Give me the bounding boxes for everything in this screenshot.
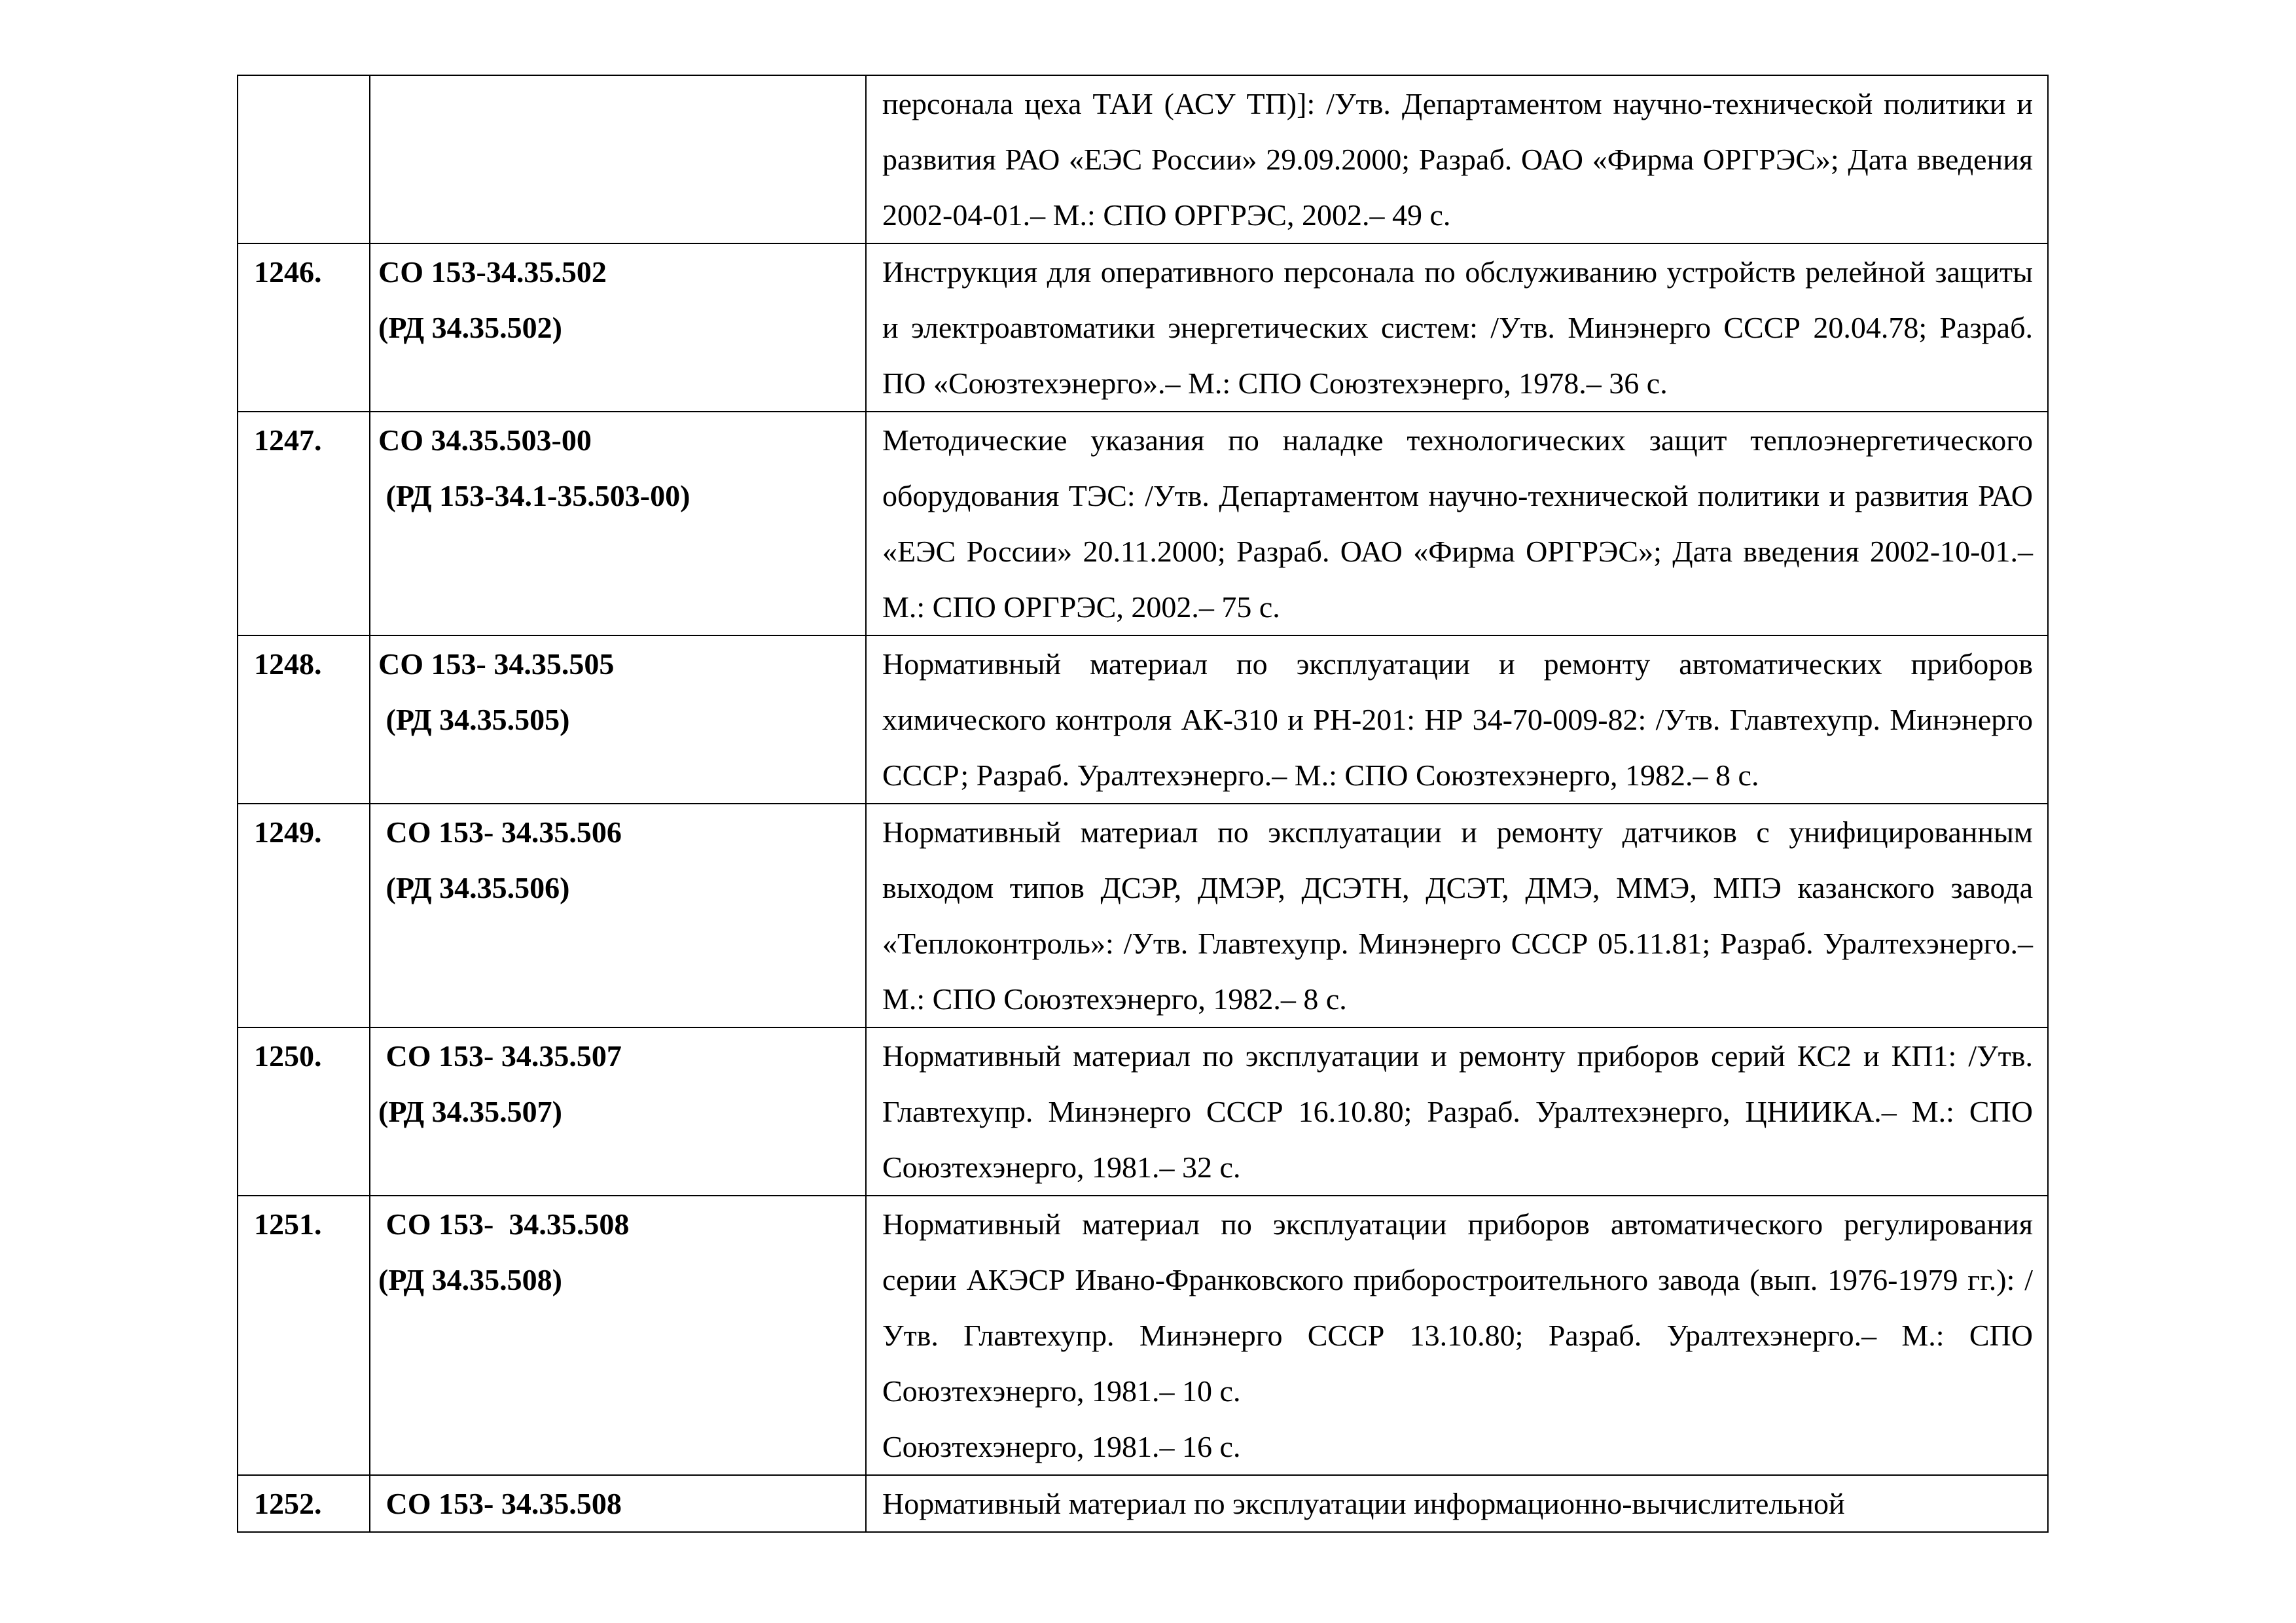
document-description	[866, 804, 2048, 1027]
code-primary: СО 153- 34.35.507	[378, 1039, 622, 1073]
document-code	[370, 1027, 866, 1196]
table-row	[238, 1475, 2048, 1532]
row-number	[238, 75, 370, 243]
table-row	[238, 804, 2048, 1027]
code-secondary: (РД 34.35.506)	[378, 871, 570, 904]
description-extra-text: Союзтехэнерго, 1981.– 16 с.	[882, 1430, 1241, 1463]
document-description	[866, 1027, 2048, 1196]
row-number: 1252.	[238, 1475, 370, 1532]
description-text: Нормативный материал по эксплуатации и ремонту приборов серий КС2 и КП1: /Утв. Главтехупр. Минэнерго СССР 16.10.80; Разраб. Уралтехэнерго, ЦНИИКА.– М.: СПО Союзтехэнерго, 1981.– 32 с.	[882, 1039, 2033, 1184]
code-secondary: (РД 34.35.508)	[378, 1263, 562, 1296]
row-number: 1250.	[238, 1027, 370, 1196]
row-number: 1248.	[238, 635, 370, 804]
row-number: 1249.	[238, 804, 370, 1027]
table-row	[238, 243, 2048, 412]
code-secondary: (РД 34.35.507)	[378, 1095, 562, 1128]
code-secondary: (РД 34.35.502)	[378, 311, 562, 344]
table-row	[238, 1196, 2048, 1475]
table-row	[238, 1027, 2048, 1196]
code-primary: СО 153- 34.35.506	[378, 815, 622, 849]
document-code	[370, 243, 866, 412]
description-text: Нормативный материал по эксплуатации и ремонту автоматических приборов химического контроля АК-310 и РН-201: НР 34-70-009-82: /Утв. Главтехупр. Минэнерго СССР; Разраб. Уралтехэнерго.– М.: СПО Союзтехэнерго, 1982.– 8 с.	[882, 647, 2033, 792]
code-secondary: (РД 153-34.1-35.503-00)	[378, 479, 691, 512]
description-text: персонала цеха ТАИ (АСУ ТП)]: /Утв. Департаментом научно-технической политики и развития РАО «ЕЭС России» 29.09.2000; Разраб. ОАО «Фирма ОРГРЭС»; Дата введения 2002-04-01.– М.: СПО ОРГРЭС, 2002.– 49 с.	[882, 87, 2033, 232]
document-description	[866, 412, 2048, 635]
row-number: 1246.	[238, 243, 370, 412]
document-description	[866, 243, 2048, 412]
code-secondary: (РД 34.35.505)	[378, 703, 570, 736]
document-code	[370, 412, 866, 635]
document-description	[866, 75, 2048, 243]
document-code	[370, 75, 866, 243]
description-text: Нормативный материал по эксплуатации приборов автоматического регулирования серии АКЭСР Ивано-Франковского приборостроительного завода (вып. 1976-1979 гг.): /Утв. Главтехупр. Минэнерго СССР 13.10.80; Разраб. Уралтехэнерго.– М.: СПО Союзтехэнерго, 1981.– 10 с.	[882, 1207, 2033, 1408]
code-primary: СО 153-34.35.502	[378, 255, 607, 289]
description-text: Инструкция для оперативного персонала по обслуживанию устройств релейной защиты и электроавтоматики энергетических систем: /Утв. Минэнерго СССР 20.04.78; Разраб. ПО «Союзтехэнерго».– М.: СПО Союзтехэнерго, 1978.– 36 с.	[882, 255, 2033, 400]
document-description	[866, 1475, 2048, 1532]
row-number: 1247.	[238, 412, 370, 635]
standards-registry-table	[237, 75, 2049, 1533]
description-text: Нормативный материал по эксплуатации и ремонту датчиков с унифицированным выходом типов ДСЭР, ДМЭР, ДСЭТН, ДСЭТ, ДМЭ, ММЭ, МПЭ казанского завода «Теплоконтроль»: /Утв. Главтехупр. Минэнерго СССР 05.11.81; Разраб. Уралтехэнерго.– М.: СПО Союзтехэнерго, 1982.– 8 с.	[882, 815, 2033, 1016]
table-row	[238, 635, 2048, 804]
description-text: Нормативный материал по эксплуатации информационно-вычислительной	[882, 1487, 1845, 1520]
code-primary: СО 153- 34.35.505	[378, 647, 615, 681]
document-code	[370, 1196, 866, 1475]
row-number: 1251.	[238, 1196, 370, 1475]
document-code	[370, 804, 866, 1027]
code-primary: СО 34.35.503-00	[378, 423, 592, 457]
table-row	[238, 412, 2048, 635]
table-row	[238, 75, 2048, 243]
description-text: Методические указания по наладке технологических защит теплоэнергетического оборудования ТЭС: /Утв. Департаментом научно-технической политики и развития РАО «ЕЭС России» 20.11.2000; Разраб. ОАО «Фирма ОРГРЭС»; Дата введения 2002-10-01.– М.: СПО ОРГРЭС, 2002.– 75 с.	[882, 423, 2033, 624]
code-primary: СО 153- 34.35.508	[378, 1487, 622, 1520]
document-description	[866, 635, 2048, 804]
document-description	[866, 1196, 2048, 1475]
document-code	[370, 635, 866, 804]
code-primary: СО 153- 34.35.508	[378, 1207, 630, 1241]
document-code	[370, 1475, 866, 1532]
